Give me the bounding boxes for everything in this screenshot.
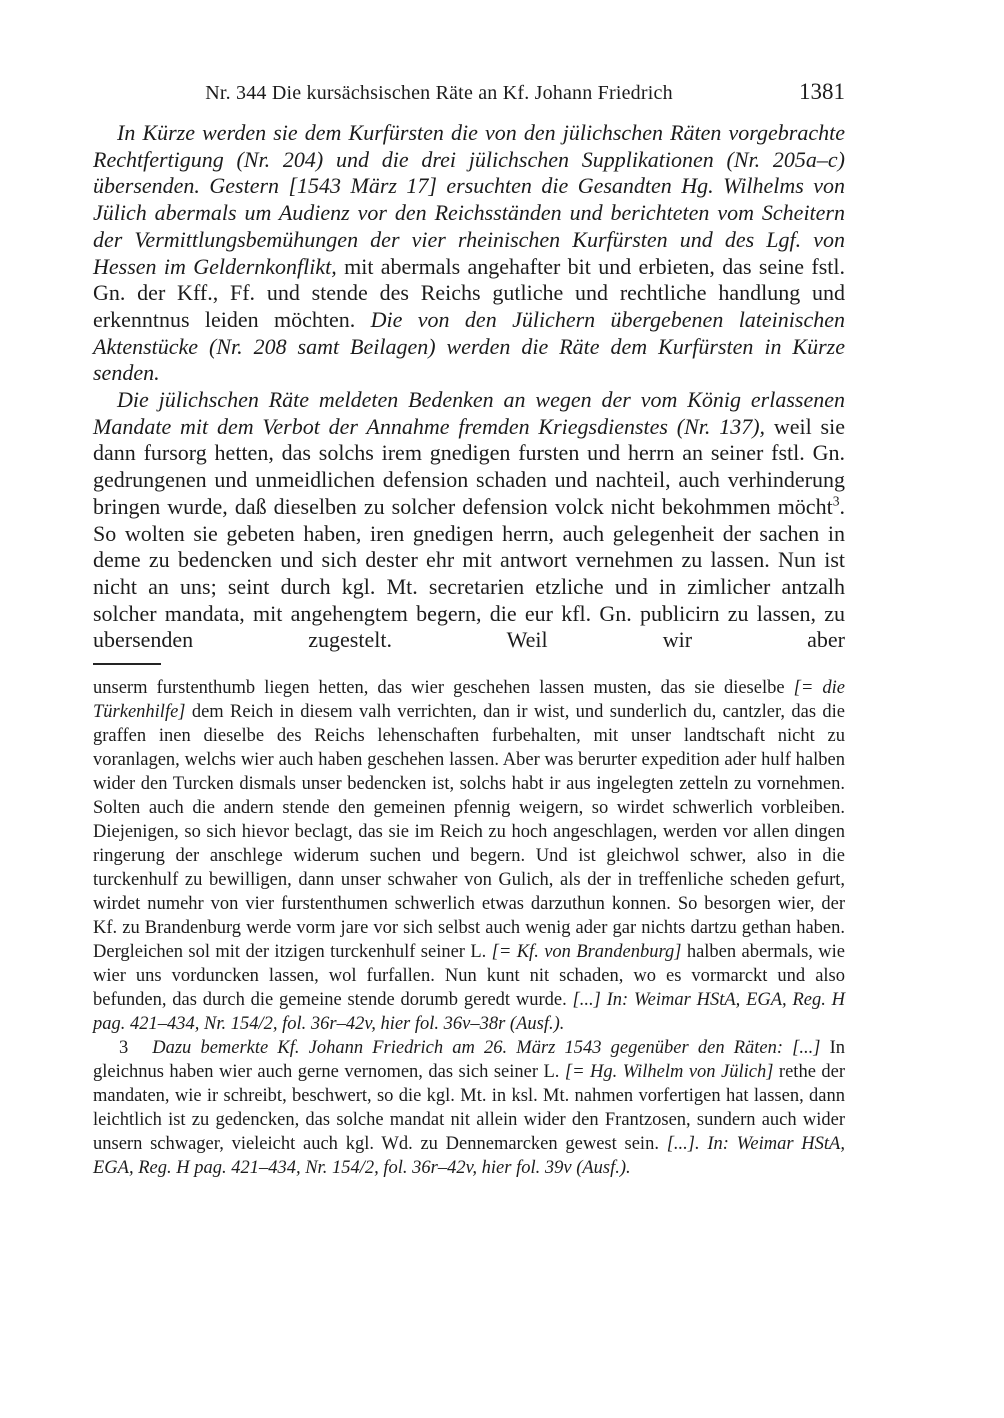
quote-roman-segment: weil sie dann fursorg hetten, das solchs irem gnedigen fursten und herrn an seiner fstl. Gn. gedrungenen und unmeidlichen defension schaden und nachteil, auch verhinderung bringen wurde, daß dieselben zu solcher defension volck nicht bekohmmen möcht	[93, 413, 845, 519]
quote-roman-segment: In gleichnus haben wier auch gerne vernomen, das sich seiner L.	[93, 1038, 845, 1083]
quote-roman-segment: dem Reich in diesem valh verrichten, dan ir wist, und sunderlich du, cantzler, das die graffen inen dieselbe des Reichs lehenschaften furbehalten, mit unser landtschaft nicht zu voranlagen, welchs wier auch haben geschehen lassen. Aber was berurter expedition ader hulf halben wider den Turcken dismals unser bedencken ist, solchs habt ir aus ingelegten zetteln zu vornehmen. Solten auch die andern stende den gemeinen pfennig weigern, so wirdet schwerlich vorbleiben. Diejenigen, so sich hievor beclagt, das sie im Reich zu hoch angeschlagen, werden vor allen dingen ringerung der anschlege widerum suchen und begern. Und ist gleichwol schwer, also in die turckenhulf zu bewilligen, dann unser schwaher von Gulich, als der in treffenliche scheden gefurt, wirdet numehr von vier furstenthumen schwerlich etwas darzuthun konnen. So besorgen wier, der Kf. zu Brandenburg werde vorm jare vor sich selbst auch wenig ader gar nichts dartzu gethan haben. Dergleichen sol mit der itzigen turckenhulf seiner L.	[93, 702, 845, 963]
editorial-italic-segment: Dazu bemerkte Kf. Johann Friedrich am 26. März 1543 gegenüber den Räten: [...]	[152, 1038, 830, 1059]
quote-roman-segment: halben abermals, wie wier uns vorduncken lassen, wol furfallen. Nun kunt nit schaden, wo es vormarckt und also befunden, das durch die gemeine stende dorumb geredt wurde.	[93, 942, 845, 1011]
footnote-3	[93, 1036, 845, 1180]
quote-roman-segment: rethe der mandaten, wie ir schreibt, beschwert, so die kgl. Mt. in ksl. Mt. nahmen vorfertigen hat lassen, dann leichtlich ist zu gedencken, das solche mandat nit allein wider den Frantzosen, sundern auch wider unsern schwager, vieleicht auch kgl. Wd. zu Dennemarcken gewest sein.	[93, 1062, 845, 1155]
summary-italic-segment: Die von den Jülichern übergebenen lateinischen Aktenstücke (Nr. 208 samt Beilagen) werden die Räte dem Kurfürsten in Kürze senden.	[93, 306, 845, 386]
page-number: 1381	[799, 79, 845, 104]
summary-italic-segment: In Kürze werden sie dem Kurfürsten die von den jülichschen Räten vorgebrachte Rechtfertigung (Nr. 204) und die drei jülichschen Supplikationen (Nr. 205a–c) übersenden. Gestern [1543 März 17] ersuchten die Gesandten Hg. Wilhelms von Jülich abermals um Audienz vor den Reichsständen und berichteten vom Scheitern der Vermittlungsbemühungen der vier rheinischen Kurfürsten und des Lgf. von Hessen im Geldernkonflikt,	[93, 120, 845, 279]
page-content	[93, 79, 845, 1180]
quote-roman-segment: mit abermals angehafter bit und erbieten, das seine fstl. Gn. der Kff., Ff. und stende des Reichs gutliche und rechtliche handlung und erkenntnus leiden möchten.	[93, 253, 845, 332]
body-text	[93, 120, 845, 654]
footnote-separator-rule	[93, 663, 161, 665]
running-head	[93, 79, 845, 112]
summary-italic-segment: Die jülichschen Räte meldeten Bedenken an wegen der vom König erlassenen Mandate mit dem Verbot der Annahme fremden Kriegsdienstes (Nr. 137),	[93, 387, 845, 439]
quote-roman-segment: unserm furstenthumb liegen hetten, das wier geschehen lassen musten, das sie dieselbe	[93, 678, 794, 699]
footnote-3-marker: 3	[119, 1038, 129, 1059]
editorial-italic-segment: [= Hg. Wilhelm von Jülich]	[564, 1062, 774, 1083]
running-title: Nr. 344 Die kursächsischen Räte an Kf. Johann Friedrich	[205, 82, 673, 104]
archival-reference: [...]. In: Weimar HStA, EGA, Reg. H pag. 421–434, Nr. 154/2, fol. 36r–42v, hier fol. 39v (Ausf.).	[93, 1134, 845, 1179]
footnote-continuation	[93, 676, 845, 1036]
body-paragraph-2	[93, 387, 845, 654]
archival-reference: [...] In: Weimar HStA, EGA, Reg. H pag. 421–434, Nr. 154/2, fol. 36r–42v, hier fol. 36v–38r (Ausf.).	[93, 990, 845, 1035]
footnotes-block	[93, 676, 845, 1180]
quote-roman-segment: . So wolten sie gebeten haben, iren gnedigen herrn, auch gelegenheit der sachen in deme zu bedencken und sich dester ehr mit antwort vernehmen zu lassen. Nun ist nicht an uns; seint durch kgl. Mt. secretarien etzliche und in zimlicher antzalh solcher mandata, mit angehengtem begern, die eur kfl. Gn. publicirn zu lassen, zu ubersenden zugestelt. Weil wir aber	[93, 493, 845, 653]
body-paragraph-1	[93, 120, 845, 387]
editorial-italic-segment: [= die Türkenhilfe]	[93, 678, 845, 723]
footnote-reference-3: 3	[832, 493, 840, 509]
editorial-italic-segment: [= Kf. von Brandenburg]	[491, 942, 682, 963]
